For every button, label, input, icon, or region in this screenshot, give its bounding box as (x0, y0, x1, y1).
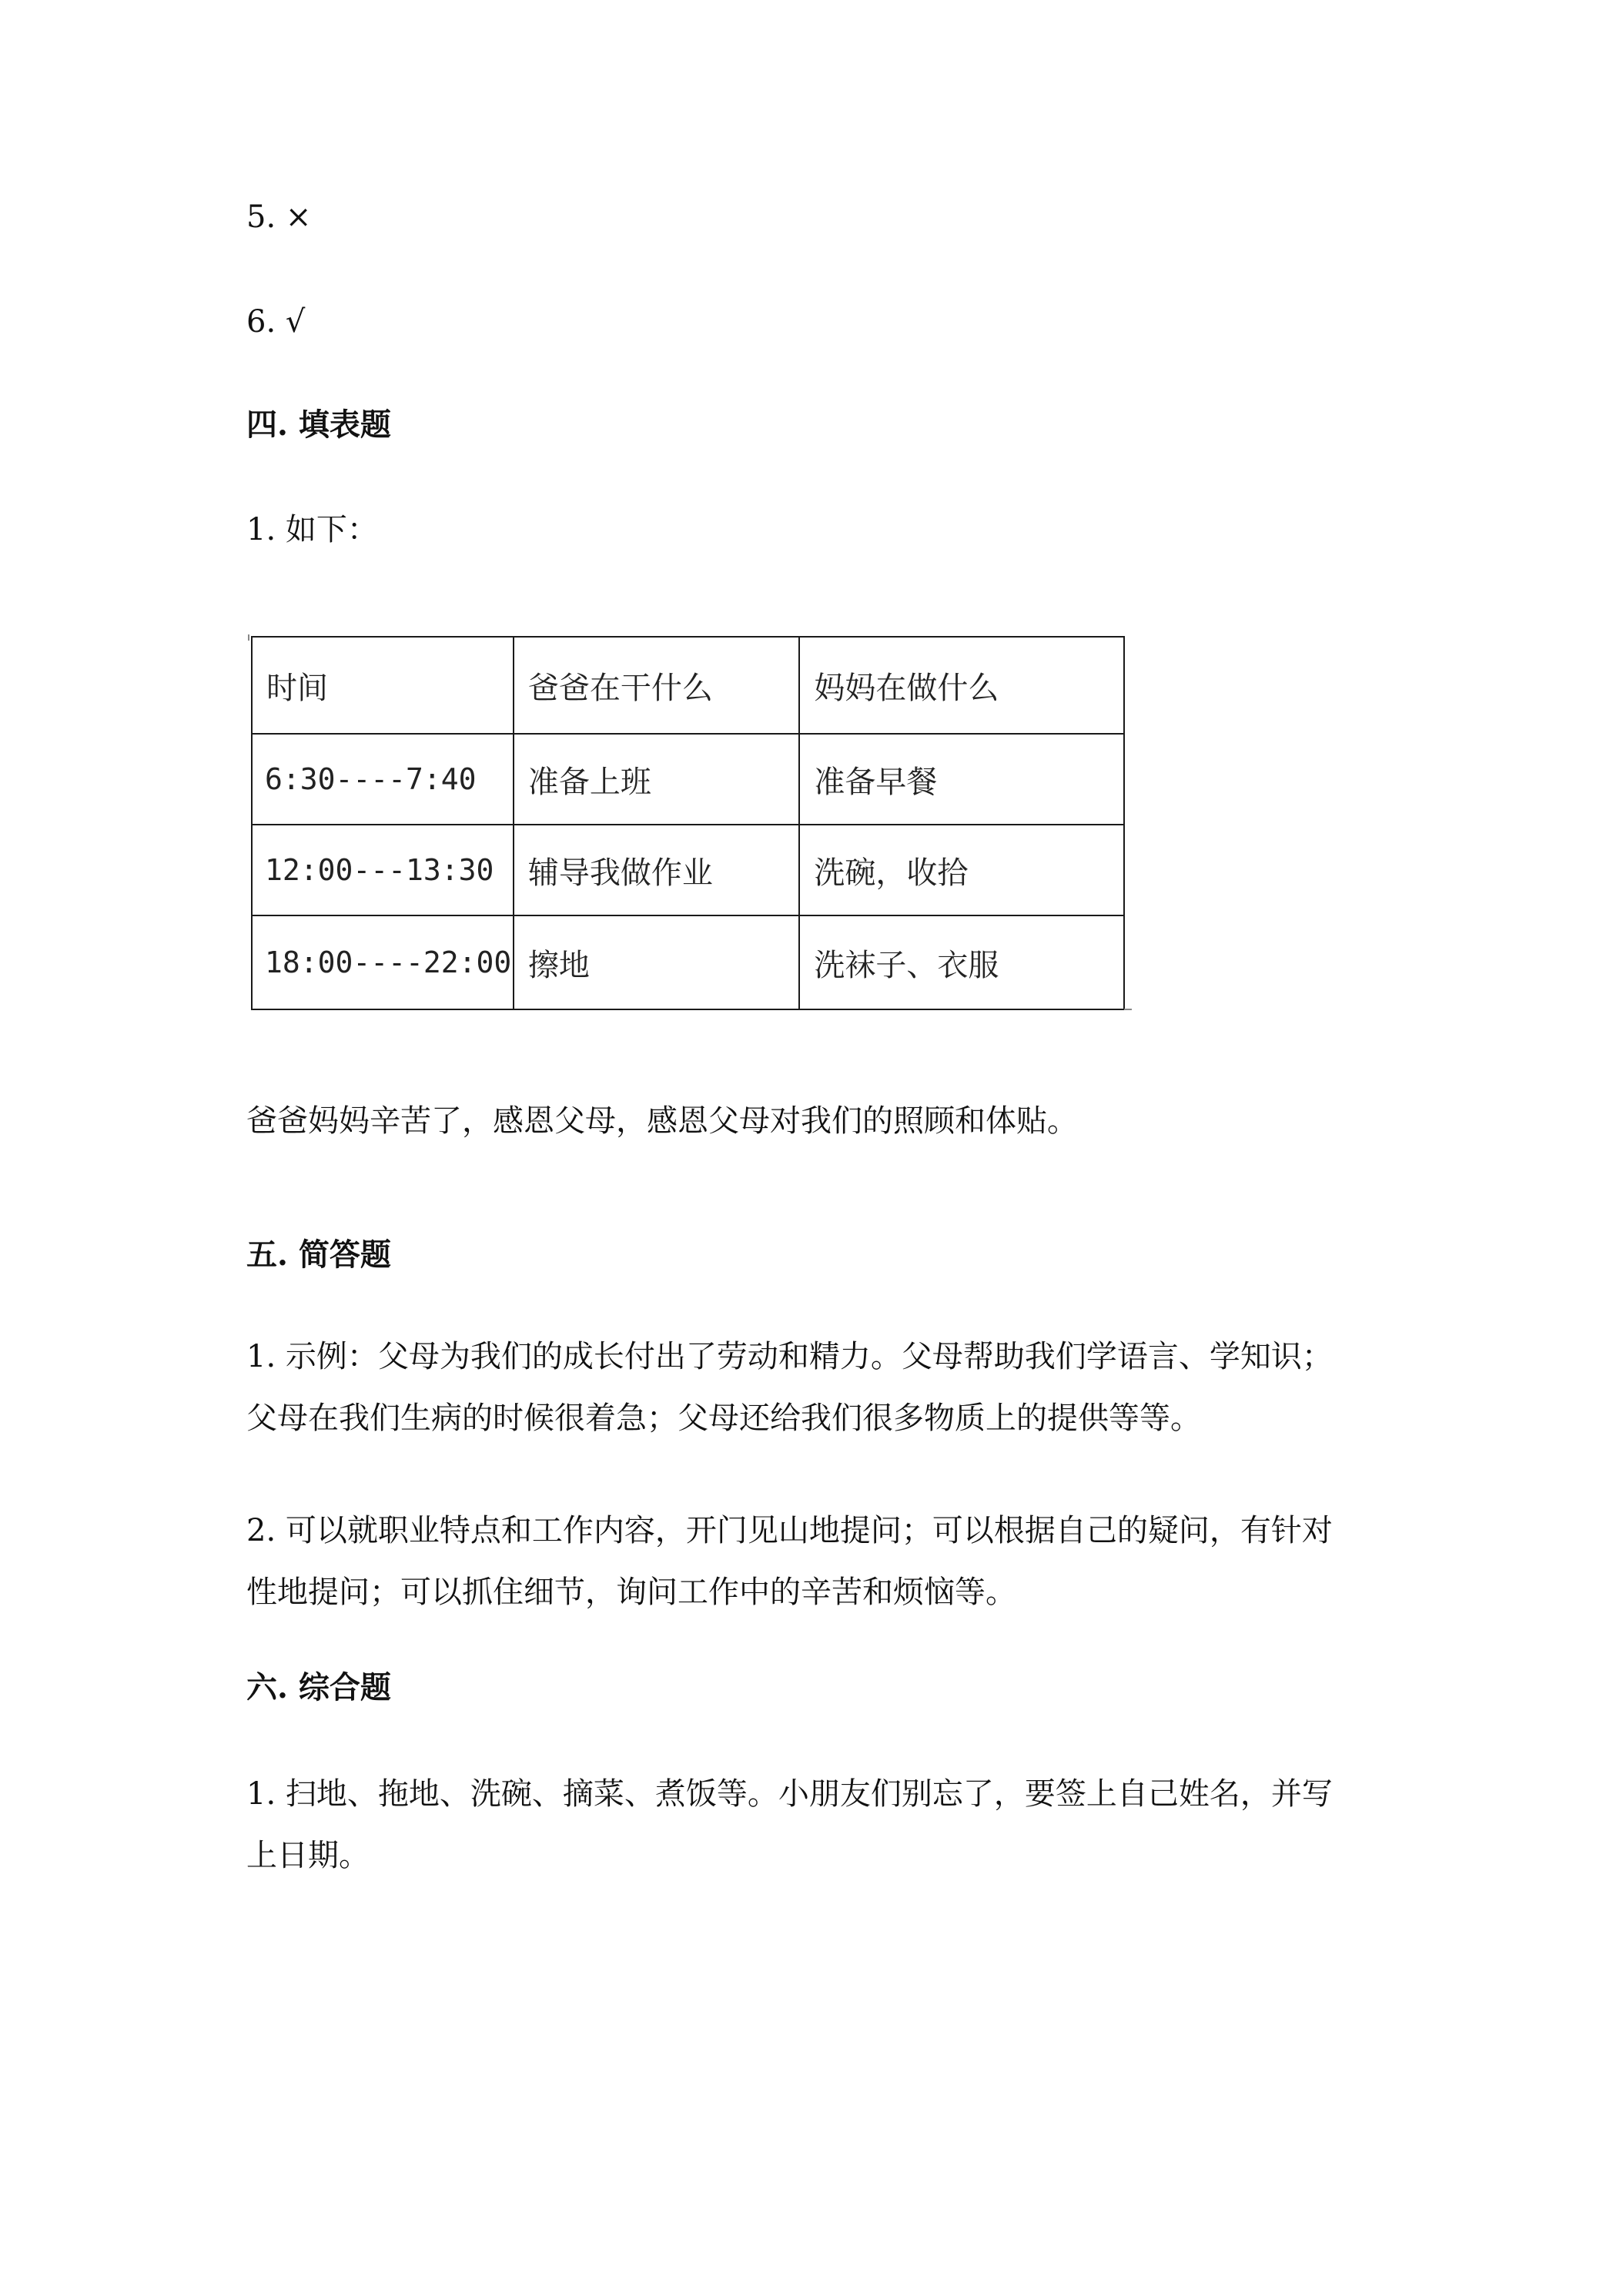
section-heading-short-answer: 五. 简答题 (246, 1237, 391, 1273)
paragraph-line: 上日期。 (246, 1838, 370, 1873)
table-cell: 准备早餐 (799, 734, 1124, 825)
table-header-row (252, 637, 1124, 734)
table-row (252, 734, 1124, 825)
section-heading-fill-table: 四. 填表题 (246, 407, 391, 443)
answer-paragraph-1 (246, 1326, 1386, 1449)
answer-paragraph-2 (246, 1500, 1386, 1623)
table-cell: 洗袜子、衣服 (799, 915, 1124, 1009)
section-heading-comprehensive: 六. 综合题 (246, 1669, 391, 1705)
table-cell-time: 12:00---13:30 (252, 825, 514, 915)
table-cell: 洗碗，收拾 (799, 825, 1124, 915)
answer-table (251, 636, 1125, 1010)
answer-paragraph-3 (246, 1763, 1386, 1886)
table-cell-time: 6:30----7:40 (252, 734, 514, 825)
answer-item-5: 5. × (246, 199, 312, 235)
table-cell: 准备上班 (514, 734, 799, 825)
paragraph-line: 2. 可以就职业特点和工作内容，开门见山地提问；可以根据自己的疑问，有针对 (246, 1513, 1333, 1548)
answer-item-6: 6. √ (246, 304, 306, 340)
table-cell-time: 18:00----22:00 (252, 915, 514, 1009)
table-header-cell: 妈妈在做什么 (799, 637, 1124, 734)
table-corner-mark (1124, 1009, 1132, 1010)
table-row (252, 915, 1124, 1009)
answer-table-container (251, 636, 1146, 1019)
table-header-cell: 时间 (252, 637, 514, 734)
table-header-cell: 爸爸在干什么 (514, 637, 799, 734)
table-cell: 辅导我做作业 (514, 825, 799, 915)
table-row (252, 825, 1124, 915)
paragraph-line: 1. 示例：父母为我们的成长付出了劳动和精力。父母帮助我们学语言、学知识； (246, 1339, 1333, 1374)
table-corner-mark (248, 634, 249, 641)
table-cell: 擦地 (514, 915, 799, 1009)
paragraph-line: 父母在我们生病的时候很着急；父母还给我们很多物质上的提供等等。 (246, 1401, 1201, 1436)
question-label: 1. 如下： (246, 512, 378, 547)
paragraph-line: 性地提问；可以抓住细节，询问工作中的辛苦和烦恼等。 (246, 1575, 1016, 1610)
table-conclusion: 爸爸妈妈辛苦了，感恩父母，感恩父母对我们的照顾和体贴。 (246, 1103, 1078, 1139)
paragraph-line: 1. 扫地、拖地、洗碗、摘菜、煮饭等。小朋友们别忘了，要签上自己姓名，并写 (246, 1776, 1333, 1812)
